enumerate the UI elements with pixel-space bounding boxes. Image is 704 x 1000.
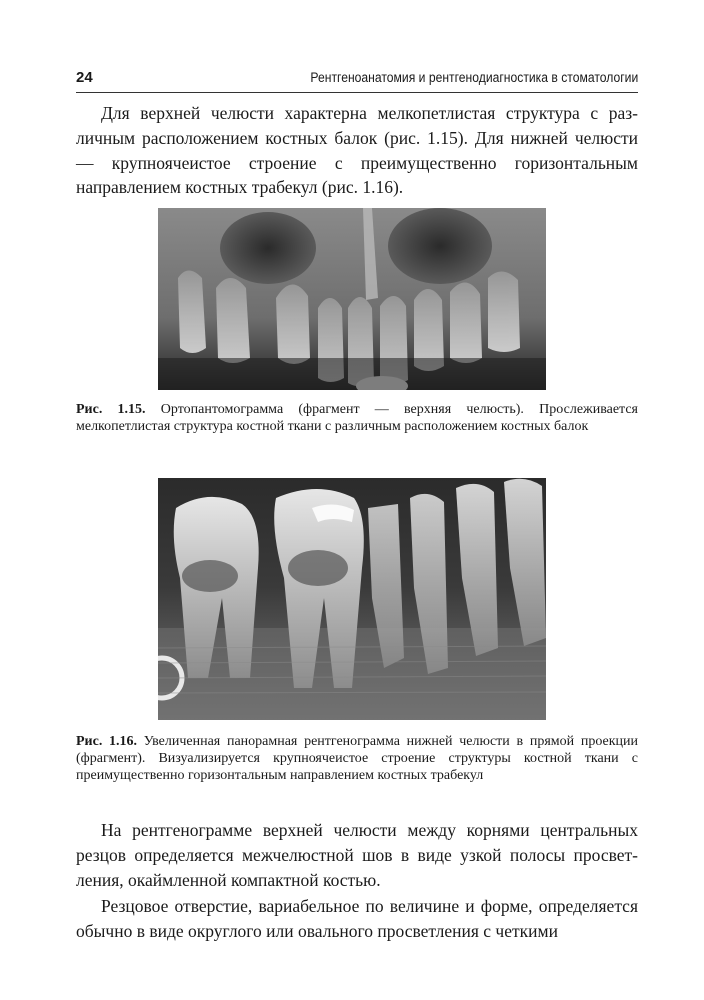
paragraph-intro: Для верхней челюсти характерна мелкопетлистая структура с различным расположением костных балок (рис. 1.15). Для нижней челюсти — крупноячеистое строение с преимущественно горизонтальным направлением костных трабекул (рис. 1.16).	[76, 103, 638, 198]
figure-1-16-label: Рис. 1.16.	[76, 734, 138, 749]
figure-1-15-radiograph	[158, 208, 546, 390]
running-title: Рентгеноанатомия и рентгенодиагностика в стоматологии	[310, 70, 638, 85]
figure-1-16-radiograph	[158, 478, 546, 720]
figure-1-15-caption-text: Ортопантомограмма (фрагмент — верхняя челюсть). Прослеживается мелкопетлистая структура костной ткани с различным расположением костных балок	[76, 402, 638, 434]
page-header	[76, 68, 638, 93]
figure-1-15-caption	[76, 402, 638, 436]
paragraph-incisive-suture: На рентгенограмме верхней челюсти между корнями центральных резцов определяется межчелюстной шов в виде узкой полосы просветления, окаймленной компактной костью.	[76, 820, 638, 890]
figure-1-15-label: Рис. 1.15.	[76, 402, 146, 417]
figure-1-16-caption	[76, 734, 638, 784]
paragraph-incisive-foramen: Резцовое отверстие, вариабельное по величине и форме, определяется обычно в виде округлого или овального просветления с четкими	[76, 896, 638, 941]
figure-1-16-caption-text: Увеличенная панорамная рентгенограмма нижней челюсти в прямой проекции (фрагмент). Визуализируется крупноячеистое строение структуры костной ткани с преимущественно горизонтальным направлением костных трабекул	[76, 734, 638, 783]
page-number: 24	[76, 69, 93, 86]
